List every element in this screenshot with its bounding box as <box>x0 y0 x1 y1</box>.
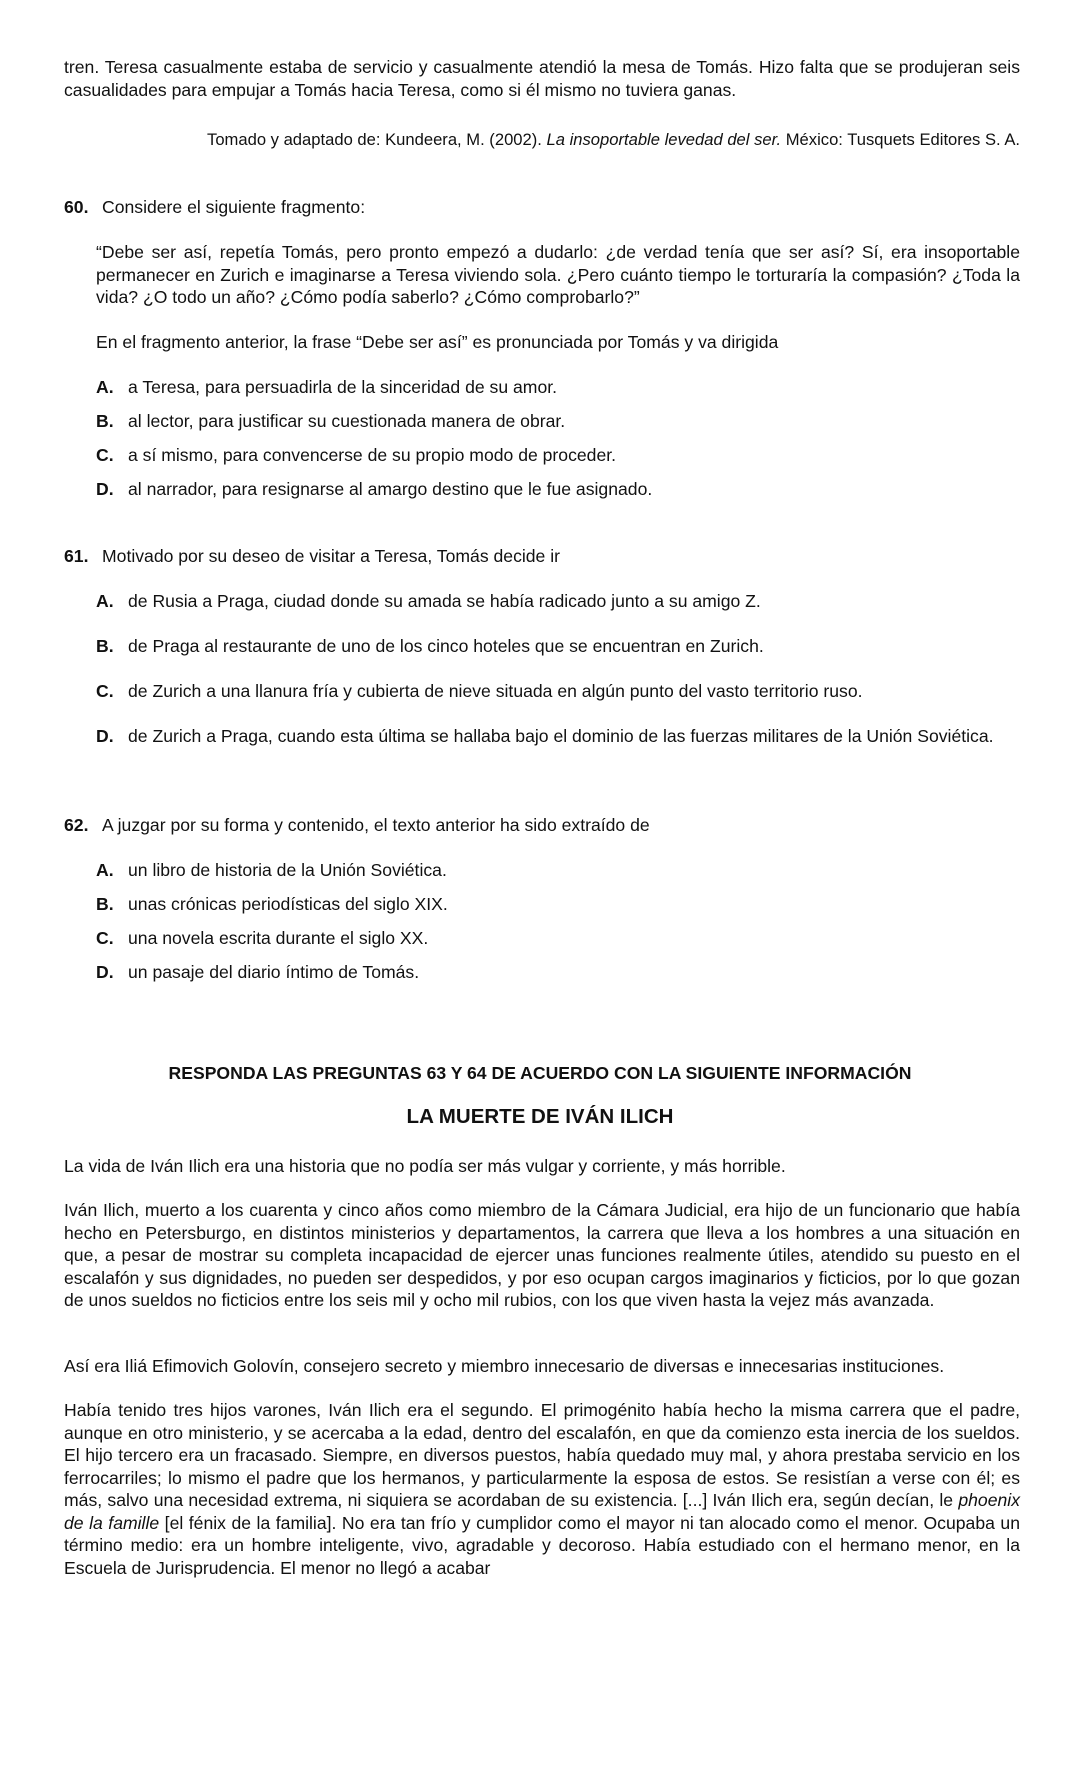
question-number: 61. <box>64 546 89 566</box>
option-label: A. <box>96 860 114 880</box>
option-text: de Praga al restaurante de uno de los cinco hoteles que se encuentran en Zurich. <box>128 636 764 656</box>
passage-paragraph-4-part-b: [el fénix de la familia]. No era tan frío y cumplidor como el mayor ni tan alocado como el menor. Ocupaba un término medio: era un hombre inteligente, vivo, agradable y decoroso. Había estudiado con el hermano menor, en la Escuela de Jurisprudencia. El menor no llegó a acabar <box>64 1512 1020 1578</box>
question-number: 60. <box>64 197 89 217</box>
question-62-option-a <box>96 859 1020 882</box>
option-label: C. <box>96 681 114 701</box>
citation-prefix: Tomado y adaptado de: Kundeera, M. (2002). <box>207 130 547 149</box>
question-61-stem <box>64 545 1020 568</box>
option-text: una novela escrita durante el siglo XX. <box>128 928 429 948</box>
question-61-option-b <box>96 635 1020 658</box>
passage-paragraph-4-french-phrase: phoenix de la famille <box>64 1490 1020 1533</box>
citation-suffix: México: Tusquets Editores S. A. <box>781 130 1020 149</box>
question-60-quote: “Debe ser así, repetía Tomás, pero pronto empezó a dudarlo: ¿de verdad tenía que ser así? Sí, era insoportable permanecer en Zurich e imaginarse a Teresa viviendo sola. ¿Pero cuánto tiempo le torturaría la compasión? ¿Toda la vida? ¿O todo un año? ¿Cómo podía saberlo? ¿Cómo comprobarlo?” <box>96 242 1020 307</box>
option-label: A. <box>96 377 114 397</box>
question-stem-text: Considere el siguiente fragmento: <box>102 197 366 217</box>
option-text: un pasaje del diario íntimo de Tomás. <box>128 962 420 982</box>
section-title: LA MUERTE DE IVÁN ILICH <box>406 1105 674 1128</box>
question-60-option-c <box>96 444 1020 467</box>
option-label: D. <box>96 962 114 982</box>
question-60-option-a <box>96 376 1020 399</box>
question-62-option-c <box>96 927 1020 950</box>
question-62-stem <box>64 814 1020 837</box>
question-60-option-d <box>96 478 1020 501</box>
question-62-option-b <box>96 893 1020 916</box>
passage-paragraph-1: La vida de Iván Ilich era una historia que no podía ser más vulgar y corriente, y más horrible. <box>64 1156 786 1176</box>
section-instruction: RESPONDA LAS PREGUNTAS 63 Y 64 DE ACUERDO CON LA SIGUIENTE INFORMACIÓN <box>168 1063 912 1083</box>
question-60-prompt: En el fragmento anterior, la frase “Debe ser así” es pronunciada por Tomás y va dirigida <box>96 332 779 352</box>
option-label: C. <box>96 445 114 465</box>
option-text: al lector, para justificar su cuestionada manera de obrar. <box>128 411 566 431</box>
option-label: D. <box>96 479 114 499</box>
citation <box>64 129 1020 152</box>
question-61-option-c <box>96 680 1020 703</box>
option-text: al narrador, para resignarse al amargo destino que le fue asignado. <box>128 479 653 499</box>
option-text: de Zurich a Praga, cuando esta última se hallaba bajo el dominio de las fuerzas militares de la Unión Soviética. <box>128 726 994 746</box>
option-label: B. <box>96 894 114 914</box>
option-label: D. <box>96 726 114 746</box>
passage-paragraph-4 <box>64 1399 1020 1579</box>
question-stem-text: Motivado por su deseo de visitar a Teresa, Tomás decide ir <box>102 546 561 566</box>
question-number: 62. <box>64 815 89 835</box>
option-text: unas crónicas periodísticas del siglo XIX. <box>128 894 448 914</box>
question-62-option-d <box>96 961 1020 984</box>
option-label: B. <box>96 636 114 656</box>
option-label: C. <box>96 928 114 948</box>
question-61-option-d <box>96 725 1020 748</box>
citation-title: La insoportable levedad del ser. <box>546 130 782 149</box>
intro-fragment: tren. Teresa casualmente estaba de servicio y casualmente atendió la mesa de Tomás. Hizo falta que se produjeran seis casualidades para empujar a Tomás hacia Teresa, como si él mismo no tuviera ganas. <box>64 57 1020 100</box>
passage-paragraph-2: Iván Ilich, muerto a los cuarenta y cinco años como miembro de la Cámara Judicial, era hijo de un funcionario que había hecho en Petersburgo, en distintos ministerios y departamentos, la carrera que lleva a los hombres a una situación en que, a pesar de mostrar su completa incapacidad de ejercer unas funciones realmente útiles, atendido su puesto en el escalafón y sus dignidades, no pueden ser despedidos, y por eso ocupan cargos imaginarios y ficticios, por lo que gozan de unos sueldos no ficticios entre los seis mil y ocho mil rubios, con los que viven hasta la vejez más avanzada. <box>64 1200 1020 1310</box>
question-60-stem <box>64 196 1020 219</box>
question-60-option-b <box>96 410 1020 433</box>
option-text: a Teresa, para persuadirla de la sinceridad de su amor. <box>128 377 558 397</box>
question-61-option-a <box>96 590 1020 613</box>
option-text: de Zurich a una llanura fría y cubierta de nieve situada en algún punto del vasto territorio ruso. <box>128 681 863 701</box>
option-text: a sí mismo, para convencerse de su propio modo de proceder. <box>128 445 617 465</box>
passage-paragraph-3: Así era Iliá Efimovich Golovín, consejero secreto y miembro innecesario de diversas e innecesarias instituciones. <box>64 1356 945 1376</box>
option-text: un libro de historia de la Unión Soviética. <box>128 860 447 880</box>
option-text: de Rusia a Praga, ciudad donde su amada se había radicado junto a su amigo Z. <box>128 591 761 611</box>
option-label: A. <box>96 591 114 611</box>
passage-paragraph-4-part-a: Había tenido tres hijos varones, Iván Ilich era el segundo. El primogénito había hecho la misma carrera que el padre, aunque en otro ministerio, y se acercaba a la edad, dentro del escalafón, en que da comienzo esta inercia de los sueldos. El hijo tercero era un fracasado. Siempre, en diversos puestos, había quedado muy mal, y ahora prestaba servicio en los ferrocarriles; lo mismo el padre que los hermanos, y particularmente la esposa de estos. Se resistían a verse con él; es más, salvo una necesidad extrema, ni siquiera se acordaban de su existencia. [...] Iván Ilich era, según decían, le <box>64 1400 1020 1510</box>
option-label: B. <box>96 411 114 431</box>
question-stem-text: A juzgar por su forma y contenido, el texto anterior ha sido extraído de <box>102 815 650 835</box>
